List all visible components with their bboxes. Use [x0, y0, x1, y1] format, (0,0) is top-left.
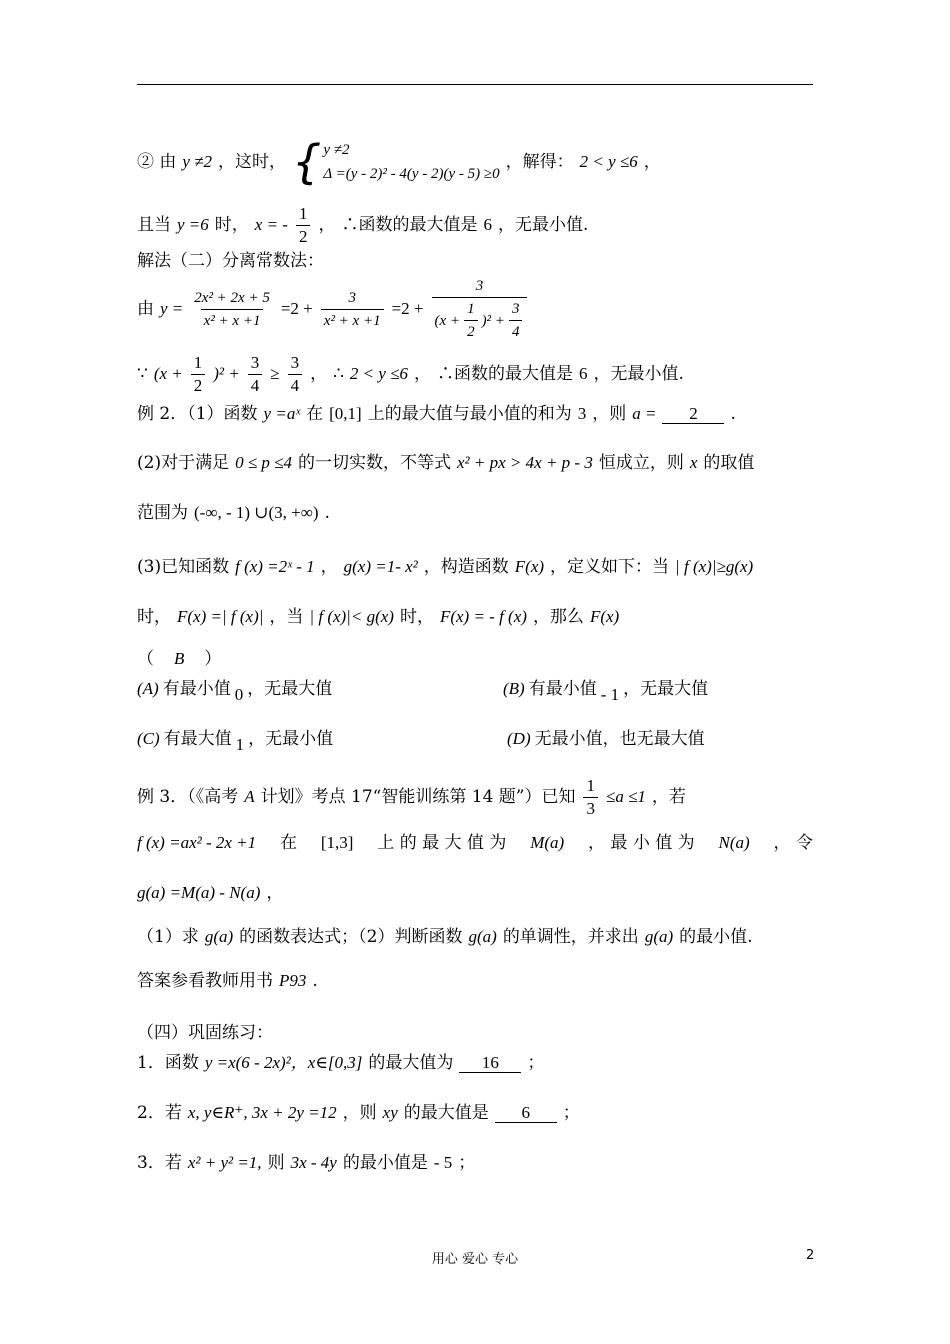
text: （1）求: [137, 927, 199, 947]
math-expression: 0 ≤ p ≤4: [235, 453, 293, 472]
math-expression: g(a): [644, 927, 674, 946]
text: ；: [562, 1103, 580, 1123]
text: ，那么: [532, 607, 584, 627]
line-6: [137, 403, 817, 425]
because-symbol: ∵: [137, 364, 148, 384]
text: ，构造函数: [423, 557, 509, 577]
text: ；: [527, 1053, 545, 1073]
line-1: [137, 136, 817, 188]
line-8: [137, 502, 817, 524]
text: ， 最 小 值 为: [588, 833, 695, 853]
math-expression: N(a): [718, 833, 750, 852]
text: ，无最小值.: [497, 215, 589, 235]
math-expression: g(a): [204, 927, 234, 946]
option-d: [507, 728, 705, 750]
text: 有最小值: [162, 679, 231, 699]
math-expression: =2 +: [280, 299, 313, 318]
line-3: [137, 250, 817, 272]
system-row-1: y ≠2: [323, 142, 350, 158]
text: ，这时，: [218, 152, 287, 172]
text: ，: [318, 215, 336, 235]
math-expression: y =x(6 - 2x)²，x∈[0,3]: [204, 1053, 363, 1072]
text: （: [137, 649, 154, 669]
text: 上的最大值与最小值的和为: [367, 404, 572, 424]
math-expression: x² + px > 4x + p - 3: [457, 453, 593, 472]
text: 恒成立，则: [598, 453, 684, 473]
text: ，无最小值.: [593, 364, 684, 384]
fraction: $\frac{1}{2}$: [296, 204, 311, 247]
text: 计划》考点 17“智能训练第 14 题”）已知: [260, 787, 576, 807]
math-expression: 2 < y ≤6: [579, 152, 638, 171]
option-label: (D): [507, 729, 531, 748]
math-expression: F(x): [589, 607, 620, 626]
text: 的一切实数，不等式: [298, 453, 452, 473]
text: ，: [643, 152, 661, 172]
answer-choice: B: [174, 649, 185, 668]
text: ，则: [592, 404, 627, 424]
line-10: [137, 606, 817, 628]
line-14: [137, 882, 817, 904]
text: 在: [306, 404, 324, 424]
math-expression: x² + y² =1,: [187, 1153, 262, 1172]
math-expression: x = -: [254, 215, 288, 234]
math-expression: 6: [579, 364, 588, 383]
text: 无最小值，也无最大值: [534, 729, 705, 749]
answer-blank: 16: [459, 1054, 521, 1073]
text: 范围为: [137, 503, 188, 523]
option-label: (A): [137, 679, 159, 698]
math-expression: (-∞, - 1) ∪(3, +∞): [194, 503, 319, 522]
text: ， 令: [773, 833, 813, 853]
line-9: [137, 556, 817, 578]
line-17: [137, 1022, 817, 1044]
text: ，当: [269, 607, 304, 627]
text: (2)对于满足: [137, 453, 230, 473]
math-expression: g(a): [468, 927, 497, 946]
text: 时，: [399, 607, 434, 627]
math-expression: | f (x)|≥g(x): [675, 557, 754, 576]
math-expression: y =aˣ: [263, 404, 301, 423]
example-3-title: 例 3．（《高考: [137, 787, 239, 807]
math-expression: 0: [234, 685, 244, 704]
header-rule: [137, 84, 813, 85]
math-expression: ≤a ≤1: [605, 787, 646, 806]
text: 答案参看教师用书: [137, 971, 273, 991]
math-expression: P93: [279, 971, 307, 990]
option-b: [503, 678, 709, 704]
text: 则: [267, 1153, 285, 1173]
math-expression: y =6: [177, 215, 209, 234]
math-expression: 1: [235, 735, 245, 754]
math-expression: f (x) =ax² - 2x +1: [137, 833, 257, 852]
text: ∴函数的最大值是: [341, 215, 478, 235]
line-2: [137, 203, 817, 247]
line-13: [137, 832, 813, 854]
text: 的最大值为: [368, 1053, 454, 1073]
line-18: [137, 1052, 817, 1074]
equation-system: { y ≠2 Δ =(y - 2)² - 4(y - 2)(y - 5) ≥0: [292, 135, 500, 189]
text: 上 的 最 大 值 为: [377, 833, 507, 853]
math-expression: f (x) =2ˣ - 1: [235, 557, 315, 576]
text: ，无最大值: [623, 679, 709, 699]
text: ，无最小值: [248, 729, 334, 749]
line-15: [137, 926, 817, 948]
text: 由: [137, 299, 154, 319]
text: ，解得：: [505, 152, 574, 172]
option-label: (B): [503, 679, 525, 698]
math-expression: F(x): [514, 557, 545, 576]
math-expression: ≥: [270, 364, 280, 383]
text: ）: [204, 649, 222, 669]
text: 的最小值.: [679, 927, 753, 947]
text: ，若: [651, 787, 686, 807]
fraction: $\frac{3}{\text{x² + x +1}}$: [321, 288, 384, 331]
math-expression: M(a): [530, 833, 565, 852]
text: 有最小值: [528, 679, 597, 699]
math-expression: - 1: [600, 685, 620, 704]
fraction: $\frac{1}{2}$: [191, 353, 206, 396]
text: ，定义如下：当: [550, 557, 670, 577]
text: ，: [414, 364, 432, 384]
text: ，: [266, 883, 284, 903]
line-16: [137, 970, 817, 992]
text: ，: [320, 557, 338, 577]
math-expression: 2 < y ≤6: [349, 364, 409, 383]
math-expression: F(x) = - f (x): [439, 607, 527, 626]
text: 的最大值是: [403, 1103, 489, 1123]
answer-blank: 2: [662, 405, 724, 424]
line-20: [137, 1152, 817, 1174]
option-a: [137, 678, 333, 704]
fraction: $\frac{\text{2x² + 2x + 5}}{\text{x² + x +1}}$: [194, 289, 270, 329]
option-c: [137, 728, 334, 754]
text: 且当: [137, 215, 171, 235]
math-expression: =2 +: [391, 299, 424, 318]
option-label: (C): [137, 729, 160, 748]
line-11: [137, 648, 817, 670]
math-expression: x, y∈R⁺, 3x + 2y =12: [187, 1103, 337, 1122]
section-heading: （四）巩固练习：: [137, 1023, 273, 1043]
math-expression: )² +: [213, 364, 240, 383]
text: 的取值: [703, 453, 755, 473]
math-expression: y =: [160, 299, 184, 318]
page-number: 2: [806, 1248, 815, 1263]
text: 的最小值是: [342, 1153, 428, 1173]
fraction: $\frac{3}{4}$: [248, 353, 263, 396]
text: 在: [280, 833, 297, 853]
math-expression: 3: [577, 404, 587, 423]
math-expression: 3x - 4y: [290, 1153, 337, 1172]
section-heading: 解法（二）分离常数法：: [137, 251, 324, 271]
text: ② 由: [137, 152, 177, 172]
text: ，则: [342, 1103, 377, 1123]
math-expression: y ≠2: [182, 152, 213, 171]
line-19: [137, 1102, 817, 1124]
text: .: [312, 971, 318, 991]
line-12: [137, 774, 817, 820]
text: ，: [310, 364, 328, 384]
math-expression: | f (x)|< g(x): [309, 607, 394, 626]
text: .: [730, 404, 736, 424]
math-expression: [1,3]: [320, 833, 354, 852]
text: (3)已知函数: [137, 557, 230, 577]
math-expression: x: [689, 453, 698, 472]
line-4: [137, 274, 817, 344]
text: 时，: [137, 607, 171, 627]
fraction: $\frac{3}{4}$: [288, 353, 303, 396]
math-expression: (x +: [153, 364, 183, 383]
text: 有最大值: [163, 729, 232, 749]
math-expression: g(a) =M(a) - N(a): [137, 883, 261, 902]
text: ，无最大值: [247, 679, 333, 699]
therefore-symbol: ∴: [333, 364, 344, 384]
text: ∴函数的最大值是: [437, 364, 574, 384]
text: 的函数表达式；（2）判断函数: [239, 927, 463, 947]
math-expression: a =: [632, 404, 657, 423]
math-expression: xy: [382, 1103, 398, 1122]
math-expression: - 5: [433, 1153, 453, 1172]
math-expression: 6: [483, 215, 492, 234]
math-expression: A: [244, 787, 255, 806]
answer-blank: 6: [495, 1104, 557, 1123]
text: .: [324, 503, 330, 523]
line-7: [137, 452, 817, 474]
exercise-2: 2．若: [137, 1103, 182, 1123]
exercise-1: 1．函数: [137, 1053, 199, 1073]
line-5: [137, 352, 817, 396]
fraction: 3 (x + $\frac{1}{2}$ )² + $\frac{3}{4}$: [432, 276, 528, 342]
fraction: $\frac{1}{3}$: [583, 776, 598, 819]
text: ；: [458, 1153, 476, 1173]
text: 时，: [214, 215, 249, 235]
math-expression: F(x) =| f (x)|: [177, 607, 264, 626]
system-row-2: Δ =(y - 2)² - 4(y - 2)(y - 5) ≥0: [323, 166, 500, 182]
footer-text: 用心 爱心 专心: [431, 1252, 519, 1267]
math-expression: g(x) =1- x²: [343, 557, 418, 576]
math-expression: [0,1]: [329, 404, 362, 423]
example-2-title: 例 2．（1）函数: [137, 404, 258, 424]
exercise-3: 3．若: [137, 1153, 182, 1173]
text: 的单调性，并求出: [502, 927, 639, 947]
